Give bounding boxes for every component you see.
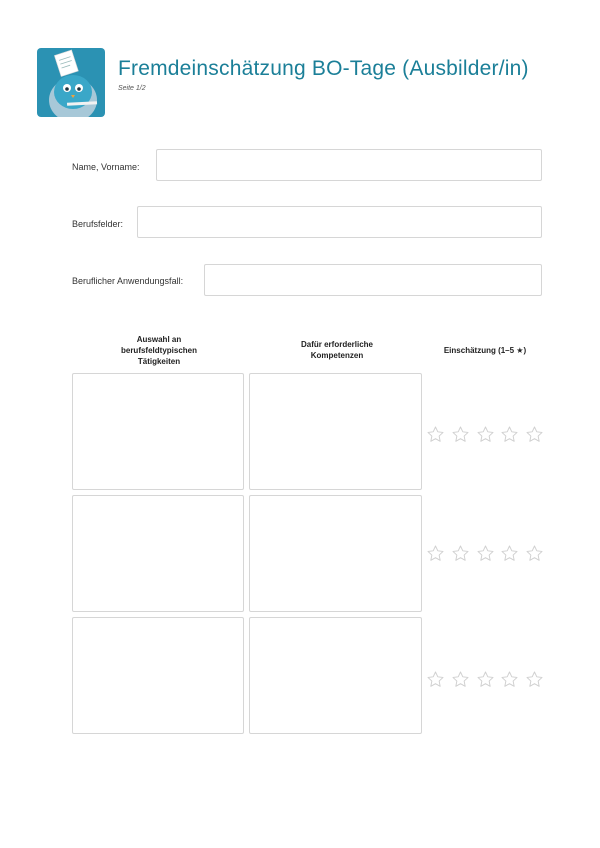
header-einschaetzung: Einschätzung (1–5 ★) [443, 345, 527, 355]
star-outline-icon[interactable] [451, 544, 470, 563]
anwendungsfall-label: Beruflicher Anwendungsfall: [72, 276, 184, 286]
kompetenz-cell-2[interactable] [249, 495, 422, 612]
taetigkeit-cell-2[interactable] [72, 495, 244, 612]
kompetenz-cell-3[interactable] [249, 617, 422, 734]
star-outline-icon[interactable] [500, 425, 519, 444]
star-outline-icon[interactable] [451, 425, 470, 444]
taetigkeit-cell-1[interactable] [72, 373, 244, 490]
name-label: Name, Vorname: [72, 162, 140, 172]
anwendungsfall-input[interactable] [204, 264, 542, 296]
star-outline-icon[interactable] [525, 544, 544, 563]
rating-stars-2 [426, 544, 544, 563]
star-outline-icon[interactable] [525, 425, 544, 444]
taetigkeit-cell-3[interactable] [72, 617, 244, 734]
star-outline-icon[interactable] [426, 425, 445, 444]
star-outline-icon[interactable] [426, 670, 445, 689]
name-input[interactable] [156, 149, 542, 181]
rating-stars-3 [426, 670, 544, 689]
star-outline-icon[interactable] [476, 670, 495, 689]
page-title: Fremdeinschätzung BO-Tage (Ausbilder/in) [118, 57, 529, 80]
rating-stars-1 [426, 425, 544, 444]
page-number: Seite 1/2 [118, 85, 146, 92]
header-kompetenzen: Dafür erforderliche Kompetenzen [300, 340, 374, 360]
berufsfelder-label: Berufsfelder: [72, 219, 124, 229]
berufsfelder-input[interactable] [137, 206, 542, 238]
star-outline-icon[interactable] [476, 544, 495, 563]
star-outline-icon[interactable] [426, 544, 445, 563]
star-outline-icon[interactable] [451, 670, 470, 689]
kompetenz-cell-1[interactable] [249, 373, 422, 490]
star-outline-icon[interactable] [525, 670, 544, 689]
star-outline-icon[interactable] [500, 544, 519, 563]
owl-logo-icon [37, 48, 105, 117]
star-outline-icon[interactable] [476, 425, 495, 444]
star-outline-icon[interactable] [500, 670, 519, 689]
header-taetigkeiten: Auswahl an berufsfeldtypischen Tätigkeiten [120, 334, 197, 366]
